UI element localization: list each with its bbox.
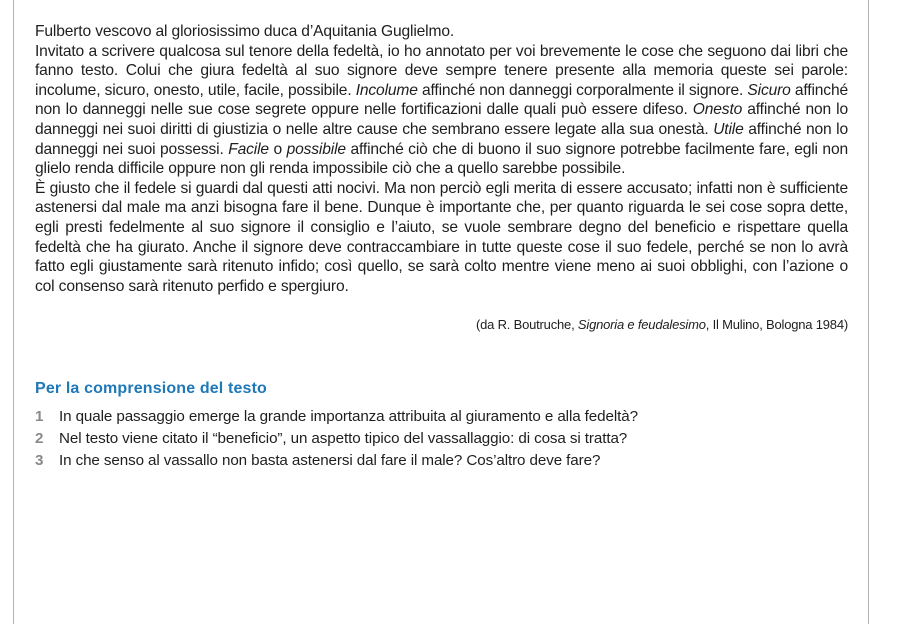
question-text: In quale passaggio emerge la grande importanza attribuita al giuramento e alla fedeltà? bbox=[59, 408, 638, 426]
question-number: 2 bbox=[35, 430, 44, 448]
text-run: affinché ciò che di buono il suo signore potrebbe facilmente fare, egli non glielo renda difficile oppure non gli renda impossibile ciò che a quello sarebbe possibile. bbox=[35, 140, 849, 178]
keyword-possibile: possibile bbox=[286, 140, 346, 158]
question-number: 3 bbox=[35, 451, 44, 469]
question-item bbox=[35, 428, 848, 450]
citation-suffix: , Il Mulino, Bologna 1984) bbox=[705, 317, 848, 333]
citation-book-title: Signoria e feudalesimo bbox=[577, 317, 706, 333]
keyword-facile: Facile bbox=[228, 140, 269, 158]
question-text: Nel testo viene citato il “beneficio”, un aspetto tipico del vassallaggio: di cosa si tratta? bbox=[59, 430, 628, 448]
text-run: affinché non lo danneggi nei suoi possessi. bbox=[35, 120, 848, 158]
citation-prefix: (da R. Boutruche, bbox=[476, 317, 578, 333]
text-run: o bbox=[268, 140, 287, 158]
question-item bbox=[35, 450, 848, 472]
text-run: affinché non lo danneggi nei suoi diritti di giustizia o nelle altre cause che sembrano essere legate alla sua onestà. bbox=[35, 101, 848, 138]
keyword-utile: Utile bbox=[713, 120, 744, 138]
letter-paragraph-2: È giusto che il fedele si guardi dal questi atti nocivi. Ma non perciò egli merita di essere accusato; infatti non è sufficiente astenersi dal male ma anzi bisogna fare il bene. Dunque è importante che, per quanto riguarda le sei cose sopra dette, egli presti fedelmente al suo signore il consiglio e l’aiuto, se vuole sembrare degno del beneficio e rispettare quella fedeltà che ha giurato. Anche il signore deve contraccambiare in tutte queste cose il suo fedele, perché se non lo avrà fatto egli giustamente sarà ritenuto infido; così quello, se sarà colto mentre viene meno ai suoi obblighi, con l’azione o col consenso sarà ritenuto perfido e spergiuro. bbox=[35, 179, 848, 295]
keyword-onesto: Onesto bbox=[692, 101, 743, 119]
question-list bbox=[35, 406, 848, 471]
question-item bbox=[35, 406, 848, 428]
keyword-sicuro: Sicuro bbox=[747, 81, 791, 99]
text-run: affinché non danneggi corporalmente il signore. bbox=[417, 81, 748, 99]
question-number: 1 bbox=[35, 408, 44, 426]
letter-opening: Fulberto vescovo al gloriosissimo duca d’Aquitania Guglielmo. bbox=[35, 23, 455, 40]
letter-paragraph-1 bbox=[35, 42, 848, 179]
keyword-incolume: Incolume bbox=[355, 81, 418, 99]
text-run: Invitato a scrivere qualcosa sul tenore della fedeltà, io ho annotato per voi brevemente le cose che seguono dai libri che fanno testo. Colui che giura fedeltà al suo signore deve sempre tenere presente alla memoria queste sei parole: incolume, sicuro, onesto, utile, facile, possibile. bbox=[35, 42, 848, 99]
question-text: In che senso al vassallo non basta astenersi dal fare il male? Cos’altro deve fare? bbox=[59, 451, 601, 469]
text-run: affinché non lo danneggi nelle sue cose segrete oppure nelle fortificazioni dalle quali può essere difeso. bbox=[35, 81, 849, 119]
document-body bbox=[35, 22, 848, 472]
source-citation bbox=[35, 316, 848, 333]
comprehension-heading: Per la comprensione del testo bbox=[35, 380, 267, 398]
